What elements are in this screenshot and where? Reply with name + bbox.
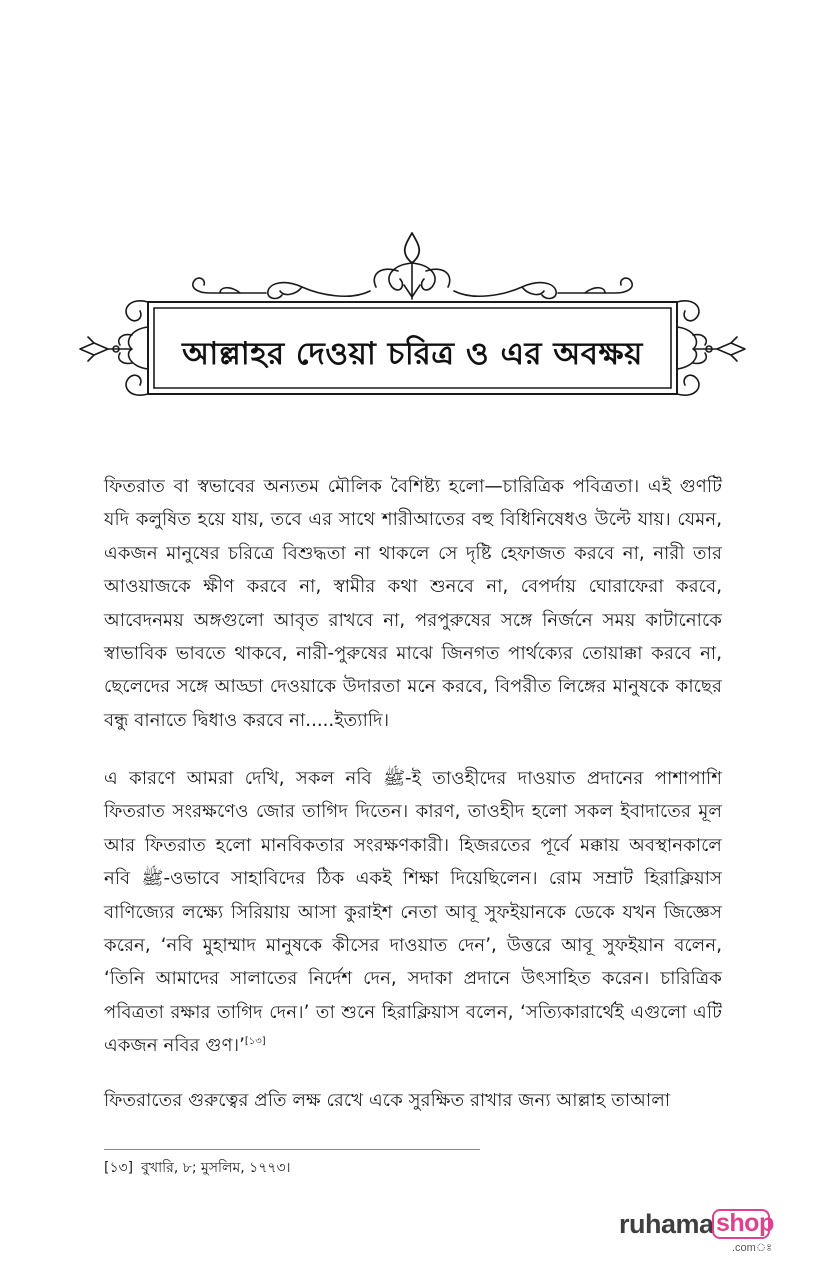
paragraph-2-text: এ কারণে আমরা দেখি, সকল নবি ﷺ-ই তাওহীদের দাওয়াত প্রদানের পাশাপাশি ফিতরাত সংরক্ষণেও জোর তাগিদ দিতেন। কারণ, তাওহীদ হলো সকল ইবাদাতের মূল আর ফিতরাত হলো মানবিকতার সংরক্ষণকারী। হিজরতের পূর্বে মক্কায় অবস্থানকালে নবি ﷺ-ওভাবে সাহাবিদের ঠিক একই শিক্ষা দিয়েছিলেন। রোম সম্রাট হিরাক্লিয়াস বাণিজ্যের লক্ষ্যে সিরিয়ায় আসা কুরাইশ নেতা আবূ সুফইয়ানকে ডেকে যখন জিজ্ঞেস করেন, ‘নবি মুহাম্মাদ মানুষকে কীসের দাওয়াত দেন’, উত্তরে আবূ সুফইয়ান বলেন, ‘তিনি আমাদের সালাতের নির্দেশ দেন, সদাকা প্রদানে উৎসাহিত করেন। চারিত্রিক পবিত্রতা রক্ষার তাগিদ দেন।’ তা শুনে হিরাক্লিয়াস বলেন, ‘সত্যিকারার্থেই এগুলো এটি একজন নবির গুণ।’ <box>104 768 723 1057</box>
footnote-mark: [১৩] <box>104 1160 134 1176</box>
footnote-text: বুখারি, ৮; মুসলিম, ১৭৭৩। <box>141 1160 291 1176</box>
footnote <box>104 1156 291 1180</box>
brand-name-left: ruhama <box>619 1209 714 1239</box>
brand-logo <box>619 1205 779 1257</box>
chapter-title: আল্লাহর দেওয়া চরিত্র ও এর অবক্ষয় <box>182 336 643 372</box>
footnote-divider <box>104 1149 480 1150</box>
paragraph-1: ফিতরাত বা স্বভাবের অন্যতম মৌলিক বৈশিষ্ট্য হলো—চারিত্রিক পবিত্রতা। এই গুণটি যদি কলুষিত হয়ে যায়, তবে এর সাথে শারীআতের বহু বিধিনিষেধও উল্টে যায়। যেমন, একজন মানুষের চরিত্রে বিশুদ্ধতা না থাকলে সে দৃষ্টি হেফাজত করবে না, নারী তার আওয়াজকে ক্ষীণ করবে না, স্বামীর কথা শুনবে না, বেপর্দায় ঘোরাফেরা করবে, আবেদনময় অঙ্গগুলো আবৃত রাখবে না, পরপুরুষের সঙ্গে নির্জনে সময় কাটানোকে স্বাভাবিক ভাবতে থাকবে, নারী-পুরুষের মাঝে জিনগত পার্থক্যের তোয়াক্কা করবে না, ছেলেদের সঙ্গে আড্ডা দেওয়াকে উদারতা মনে করবে, বিপরীত লিঙ্গের মানুষকে কাছের বন্ধু বানাতে দ্বিধাও করবে না.....ইত্যাদি। <box>104 476 722 731</box>
brand-name-right: shop <box>716 1209 774 1237</box>
brand-suffix: .comঃ <box>732 1242 773 1254</box>
footnote-reference[interactable]: [১৩] <box>244 1036 266 1048</box>
paragraph-3: ফিতরাতের গুরুত্বের প্রতি লক্ষ রেখে একে সুরক্ষিত রাখার জন্য আল্লাহ তাআলা <box>104 1090 671 1111</box>
paragraph-2 <box>104 762 722 1063</box>
